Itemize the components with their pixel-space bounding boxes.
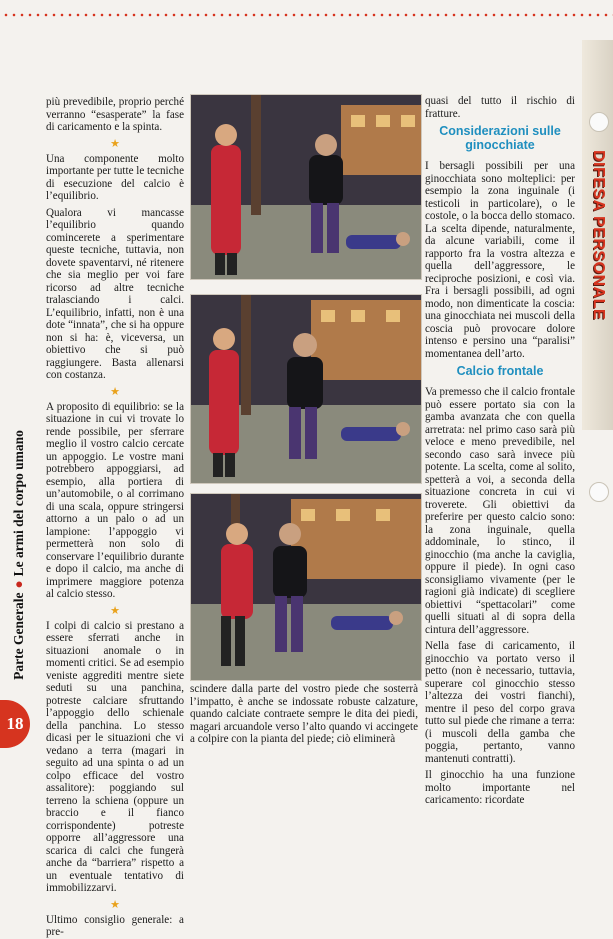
middle-bottom-column xyxy=(190,683,418,807)
section-tab xyxy=(582,40,613,430)
paragraph: Va premesso che il calcio frontale può essere portato sia con la gamba avanzata che con quella arretrata: nel primo caso sarà più veloce e meno prevedibile, nel secondo caso sarà invece più potente. La scelta, come al solito, spetterà a voi, a seconda della situazione concreta in cui vi troverete. Gli obiettivi da preferire per questo calcio sono: la zona inguinale, quella addominale, lo stinco, il ginocchio (ma anche la caviglia, oppure il piede). In ogni caso sconsigliamo vivamente (per le ragioni già indicate) di scegliere obiettivi “spettacolari” come quelli situati al di sopra della cintura dell’aggressore. xyxy=(425,386,576,636)
star-icon: ★ xyxy=(110,604,120,617)
photo-2-image xyxy=(191,295,421,483)
paragraph: Qualora vi mancasse l’equilibrio quando comincerete a sperimentare queste tecniche, tuttavia, non dovete spaventarvi, né ritenere che sia meglio per voi fare ricorso ad altre tecniche tralasciando i calci. L’equilibrio, infatti, non è una dote “innata”, che si ha oppure non si ha: è, viceversa, un obiettivo che si può raggiungere. Basta allenarsi con costanza. xyxy=(46,206,184,381)
photo-1-image xyxy=(191,95,421,279)
binder-hole-top xyxy=(589,112,609,132)
paragraph: I colpi di calcio si prestano a essere sferrati anche in situazioni anomale o in momenti critici. Se ad esempio veniste aggrediti mentre siete seduti su una panchina, potreste calciare sfruttando l’appoggio dello schienale della panchina. Lo stesso dicasi per le situazioni che vi vedano a terra (magari in seguito ad una spinta o ad un colpo efficace del vostro assalitore): poggiando sul terreno la schiena (oppure un braccio e il fianco corrispondente) potreste opporre all’aggressore una scarica di calci che fungerà anche da “barriera” rispetto a un eventuale tentativo di immobilizzarvi. xyxy=(46,619,184,894)
top-dotted-border xyxy=(0,0,613,30)
paragraph: I bersagli possibili per una ginocchiata sono molteplici: per esempio la zona inguinale (i testicoli in particolare), o le costole, o la bocca dello stomaco. La scelta dipende, naturalmente, da alcune variabili, come il rapporto fra la vostra altezza e quella dell’aggressore, le reciproche posizioni, e così via. Fra i bersagli possibili, ad ogni modo, non dimenticate la coscia: una ginocchiata nei muscoli della coscia può provocare dolore intenso e persino una “paralisi” momentanea dell’arto. xyxy=(425,160,575,360)
paragraph: Nella fase di caricamento, il ginocchio va portato verso il petto (non è necessario, tuttavia, superare col ginocchio stesso l’altezza dei vostri fianchi), mentre il peso del corpo grava tutto sul piede che rimane a terra: (i muscoli della gamba che poggia, pertanto, vanno mantenuti contratti). xyxy=(425,640,575,765)
running-header xyxy=(2,380,36,730)
section-heading: Calcio frontale xyxy=(456,364,544,378)
page-number: 18 xyxy=(6,714,24,733)
star-icon: ★ xyxy=(110,137,120,150)
left-column xyxy=(46,96,184,938)
paragraph: Ultimo consiglio generale: a pre- xyxy=(46,913,184,938)
star-icon: ★ xyxy=(110,898,120,911)
photo-3-image xyxy=(191,494,421,680)
paragraph: quasi del tutto il rischio di fratture. xyxy=(425,95,575,120)
paragraph: A proposito di equilibrio: se la situazione in cui vi trovate lo rende possibile, per sferrare meglio il vostro calcio cercate un appoggio. Le vostre mani potrebbero appoggiarsi, ad esempio, alla portiera di un’automobile, o al corrimano di una scala, oppure stringersi attorno a un palo o ad un lampione: l’appoggio vi permetterà non solo di conservare l’equilibrio durante e dopo il calcio, ma anche di imprimere maggiore potenza al calcio stesso. xyxy=(46,400,184,600)
paragraph: Il ginocchio ha una funzione molto importante nel caricamento: ricordate xyxy=(425,769,575,806)
photo-2 xyxy=(190,294,422,484)
section-name: Parte Generale xyxy=(11,592,26,680)
section-tab-label: DIFESA PERSONALE xyxy=(589,149,607,321)
section-heading: Considerazioni sulle ginocchiate xyxy=(439,124,561,152)
photo-1 xyxy=(190,94,422,280)
photo-3 xyxy=(190,493,422,681)
right-column xyxy=(425,95,575,807)
binder-hole-middle xyxy=(589,482,609,502)
star-icon: ★ xyxy=(110,385,120,398)
bullet-icon: ● xyxy=(11,580,26,589)
paragraph: più prevedibile, proprio perché verranno “esasperate” la fase di caricamento e la spinta. xyxy=(46,96,184,133)
section-subtitle: Le armi del corpo umano xyxy=(11,430,26,577)
paragraph: scindere dalla parte del vostro piede che sosterrà l’impatto, è anche se indossate robuste calzature, quando calciate contraete sempre le dita dei piedi, magari arcuandole verso l’alto quando vi accingete a colpire con la pianta del piede; ciò eliminerà xyxy=(190,683,418,745)
paragraph: Una componente molto importante per tutte le tecniche di esecuzione del calcio è l’equilibrio. xyxy=(46,152,184,202)
